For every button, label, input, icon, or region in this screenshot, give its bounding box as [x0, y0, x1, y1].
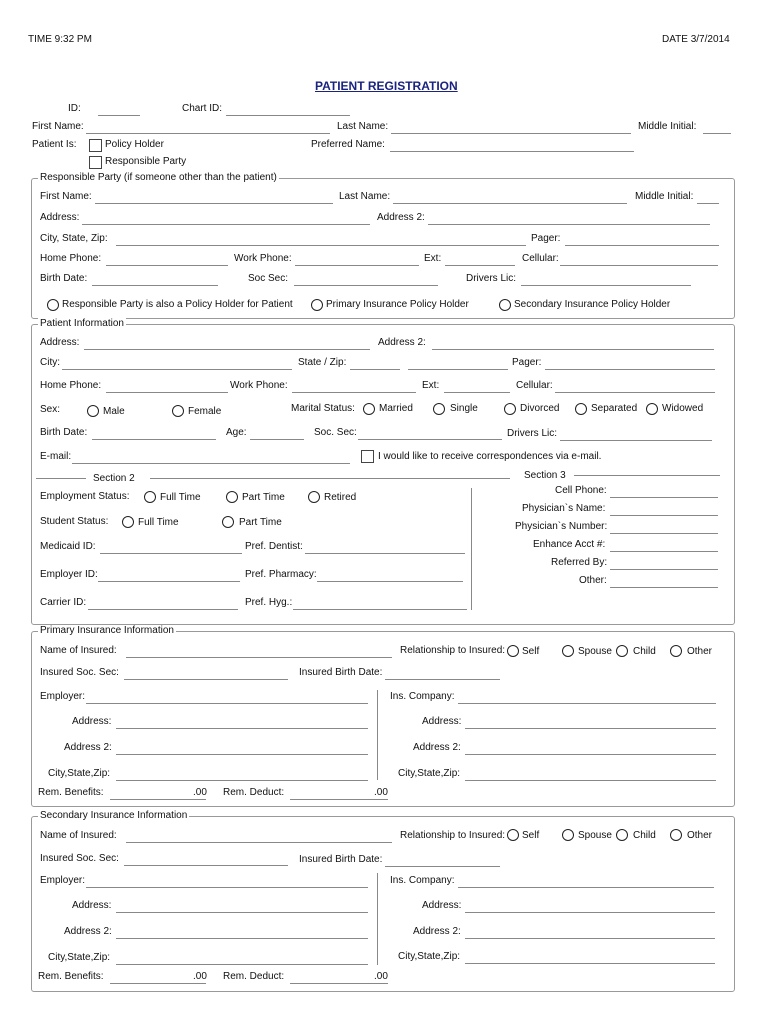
sec-ins-company-label: Ins. Company:: [390, 875, 455, 886]
employment-status-label: Employment Status:: [40, 491, 130, 502]
resp-soc-sec-field[interactable]: [294, 273, 438, 286]
marital-widowed-radio[interactable]: [646, 403, 658, 415]
patient-state-field[interactable]: [350, 357, 400, 370]
employment-part-time-label: Part Time: [242, 492, 285, 503]
student-full-time-radio[interactable]: [122, 516, 134, 528]
patient-home-phone-label: Home Phone:: [40, 380, 102, 391]
resp-address2-label: Address 2:: [377, 212, 425, 223]
resp-drivers-lic-field[interactable]: [521, 273, 691, 286]
physician-number-field[interactable]: [610, 521, 718, 534]
patient-is-label: Patient Is:: [32, 139, 77, 150]
sec-insured-soc-sec-label: Insured Soc. Sec:: [40, 853, 119, 864]
sec-insured-birth-date-label: Insured Birth Date:: [299, 854, 383, 865]
marital-divorced-radio[interactable]: [504, 403, 516, 415]
sec-ins-address2-label: Address 2:: [413, 926, 461, 937]
student-part-time-label: Part Time: [239, 517, 282, 528]
resp-last-name-field[interactable]: [393, 191, 627, 204]
patient-drivers-lic-field[interactable]: [560, 428, 712, 441]
section-divider: [471, 488, 472, 610]
sec-employer-city-label: City,State,Zip:: [48, 952, 111, 963]
sec-rem-benefits-cents: .00: [193, 971, 207, 982]
patient-pager-field[interactable]: [545, 357, 715, 370]
primary-insurance-legend: Primary Insurance Information: [40, 625, 174, 636]
pri-employer-address-field[interactable]: [116, 716, 368, 729]
sec-rem-deduct-cents: .00: [374, 971, 388, 982]
sex-label: Sex:: [40, 404, 61, 415]
resp-secondary-policy-holder-radio[interactable]: [499, 299, 511, 311]
patient-work-phone-label: Work Phone:: [230, 380, 288, 391]
resp-work-phone-label: Work Phone:: [234, 253, 292, 264]
email-opt-in-checkbox[interactable]: [361, 450, 374, 463]
resp-city-state-zip-field[interactable]: [116, 233, 526, 246]
pri-rem-benefits-field[interactable]: [110, 799, 206, 800]
patient-ext-field[interactable]: [444, 380, 510, 393]
carrier-id-label: Carrier ID:: [40, 597, 87, 608]
resp-middle-initial-field[interactable]: [697, 191, 719, 204]
employment-retired-radio[interactable]: [308, 491, 320, 503]
resp-also-policy-holder-radio[interactable]: [47, 299, 59, 311]
middle-initial-label: Middle Initial:: [638, 121, 697, 132]
first-name-label: First Name:: [32, 121, 84, 132]
resp-home-phone-label: Home Phone:: [40, 253, 102, 264]
cell-phone-field[interactable]: [610, 485, 718, 498]
pri-ins-address2-field[interactable]: [465, 742, 716, 755]
medicaid-id-label: Medicaid ID:: [40, 541, 96, 552]
resp-primary-policy-holder-radio[interactable]: [311, 299, 323, 311]
pri-name-of-insured-label: Name of Insured:: [40, 645, 117, 656]
id-label: ID:: [68, 103, 81, 114]
sec-relationship-label: Relationship to Insured:: [400, 830, 506, 841]
sec-name-of-insured-label: Name of Insured:: [40, 830, 117, 841]
sec-ins-address-field[interactable]: [465, 900, 715, 913]
print-time: TIME 9:32 PM: [28, 34, 92, 45]
pri-employer-field[interactable]: [86, 691, 368, 704]
sec-insured-birth-date-field[interactable]: [385, 854, 500, 867]
policy-holder-checkbox[interactable]: [89, 139, 102, 152]
resp-address2-field[interactable]: [428, 212, 710, 225]
patient-address2-label: Address 2:: [378, 337, 426, 348]
patient-drivers-lic-label: Drivers Lic:: [507, 428, 558, 439]
patient-soc-sec-label: Soc. Sec:: [314, 427, 357, 438]
sec-ins-address2-field[interactable]: [465, 926, 715, 939]
pri-rem-benefits-label: Rem. Benefits:: [38, 787, 104, 798]
employment-retired-label: Retired: [324, 492, 357, 503]
pri-insured-soc-sec-field[interactable]: [124, 667, 288, 680]
email-opt-in-label: I would like to receive correspondences via e-mail.: [378, 451, 602, 462]
pri-rel-self-label: Self: [522, 646, 540, 657]
pri-ins-address2-label: Address 2:: [413, 742, 461, 753]
pri-ins-address-label: Address:: [422, 716, 462, 727]
patient-city-label: City:: [40, 357, 60, 368]
pref-pharmacy-field[interactable]: [317, 569, 463, 582]
sec-rel-child-label: Child: [633, 830, 656, 841]
pri-rel-child-radio[interactable]: [616, 645, 628, 657]
marital-separated-label: Separated: [591, 403, 638, 414]
pri-employer-address2-label: Address 2:: [64, 742, 112, 753]
sec-column-divider: [377, 873, 378, 965]
student-full-time-label: Full Time: [138, 517, 179, 528]
employment-full-time-label: Full Time: [160, 492, 201, 503]
resp-first-name-label: First Name:: [40, 191, 92, 202]
resp-cellular-label: Cellular:: [522, 253, 559, 264]
resp-drivers-lic-label: Drivers Lic:: [466, 273, 517, 284]
resp-soc-sec-label: Soc Sec:: [248, 273, 289, 284]
patient-cellular-label: Cellular:: [516, 380, 553, 391]
patient-soc-sec-field[interactable]: [358, 427, 502, 440]
sec-rem-deduct-label: Rem. Deduct:: [223, 971, 285, 982]
patient-home-phone-field[interactable]: [106, 380, 228, 393]
resp-home-phone-field[interactable]: [106, 253, 228, 266]
sec-rel-self-radio[interactable]: [507, 829, 519, 841]
patient-age-label: Age:: [226, 427, 247, 438]
sec-name-of-insured-field[interactable]: [126, 830, 392, 843]
pri-employer-label: Employer:: [40, 691, 86, 702]
other-label: Other:: [579, 575, 607, 586]
patient-state-zip-label: State / Zip:: [298, 357, 347, 368]
pri-employer-address-label: Address:: [72, 716, 112, 727]
carrier-id-field[interactable]: [88, 597, 238, 610]
sec-rel-child-radio[interactable]: [616, 829, 628, 841]
resp-address-label: Address:: [40, 212, 80, 223]
last-name-label: Last Name:: [337, 121, 389, 132]
marital-divorced-label: Divorced: [520, 403, 560, 414]
resp-first-name-field[interactable]: [95, 191, 333, 204]
pri-employer-city-label: City,State,Zip:: [48, 768, 111, 779]
marital-widowed-label: Widowed: [662, 403, 704, 414]
referred-by-field[interactable]: [610, 557, 718, 570]
resp-city-state-zip-label: City, State, Zip:: [40, 233, 108, 244]
physician-name-field[interactable]: [610, 503, 718, 516]
patient-age-field[interactable]: [250, 427, 304, 440]
chart-id-field[interactable]: [226, 103, 350, 116]
pri-rel-spouse-label: Spouse: [578, 646, 612, 657]
section2-rule-right: [150, 478, 510, 479]
section3-title: Section 3: [524, 470, 566, 481]
sec-employer-address-field[interactable]: [116, 900, 368, 913]
physician-number-label: Physician`s Number:: [515, 521, 608, 532]
pref-dentist-field[interactable]: [305, 541, 465, 554]
email-field[interactable]: [72, 451, 350, 464]
pri-ins-city-field[interactable]: [465, 768, 716, 781]
resp-primary-policy-holder-label: Primary Insurance Policy Holder: [326, 299, 469, 310]
employer-id-field[interactable]: [98, 569, 240, 582]
resp-work-phone-field[interactable]: [295, 253, 419, 266]
resp-birth-date-label: Birth Date:: [40, 273, 88, 284]
employment-part-time-radio[interactable]: [226, 491, 238, 503]
section3-rule: [574, 475, 720, 476]
pri-insured-birth-date-field[interactable]: [385, 667, 500, 680]
student-part-time-radio[interactable]: [222, 516, 234, 528]
pri-employer-address2-field[interactable]: [116, 742, 368, 755]
patient-city-field[interactable]: [62, 357, 292, 370]
pri-rel-child-label: Child: [633, 646, 656, 657]
patient-work-phone-field[interactable]: [292, 380, 416, 393]
pri-rem-deduct-cents: .00: [374, 787, 388, 798]
policy-holder-label: Policy Holder: [105, 139, 164, 150]
patient-information-legend: Patient Information: [40, 318, 124, 329]
pri-name-of-insured-field[interactable]: [126, 645, 392, 658]
sec-rel-spouse-label: Spouse: [578, 830, 612, 841]
referred-by-label: Referred By:: [551, 557, 608, 568]
sec-ins-company-field[interactable]: [458, 875, 714, 888]
sec-employer-address2-label: Address 2:: [64, 926, 112, 937]
resp-ext-label: Ext:: [424, 253, 442, 264]
patient-address-label: Address:: [40, 337, 80, 348]
pri-relationship-label: Relationship to Insured:: [400, 645, 506, 656]
resp-last-name-label: Last Name:: [339, 191, 391, 202]
sec-ins-city-field[interactable]: [465, 951, 715, 964]
first-name-field[interactable]: [86, 121, 330, 134]
sec-employer-address-label: Address:: [72, 900, 112, 911]
pri-employer-city-field[interactable]: [116, 768, 368, 781]
resp-birth-date-field[interactable]: [92, 273, 218, 286]
patient-birth-date-label: Birth Date:: [40, 427, 88, 438]
resp-cellular-field[interactable]: [560, 253, 718, 266]
enhance-acct-field[interactable]: [610, 539, 718, 552]
resp-secondary-policy-holder-label: Secondary Insurance Policy Holder: [514, 299, 671, 310]
patient-address-field[interactable]: [84, 337, 370, 350]
sec-employer-address2-field[interactable]: [116, 926, 368, 939]
employment-full-time-radio[interactable]: [144, 491, 156, 503]
pref-pharmacy-label: Pref. Pharmacy:: [245, 569, 317, 580]
id-field[interactable]: [98, 103, 140, 116]
pref-hyg-field[interactable]: [293, 597, 467, 610]
marital-separated-radio[interactable]: [575, 403, 587, 415]
secondary-insurance-legend: Secondary Insurance Information: [40, 810, 188, 821]
sec-rel-other-radio[interactable]: [670, 829, 682, 841]
responsible-party-checkbox[interactable]: [89, 156, 102, 169]
patient-cellular-field[interactable]: [555, 380, 715, 393]
pri-rel-other-radio[interactable]: [670, 645, 682, 657]
pri-rem-deduct-label: Rem. Deduct:: [223, 787, 285, 798]
chart-id-label: Chart ID:: [182, 103, 223, 114]
sec-rem-benefits-label: Rem. Benefits:: [38, 971, 104, 982]
pri-rem-deduct-field[interactable]: [290, 799, 388, 800]
responsible-party-label: Responsible Party: [105, 156, 187, 167]
section2-title: Section 2: [93, 473, 135, 484]
sex-female-label: Female: [188, 406, 222, 417]
patient-birth-date-field[interactable]: [92, 427, 216, 440]
preferred-name-field[interactable]: [390, 139, 634, 152]
resp-middle-initial-label: Middle Initial:: [635, 191, 694, 202]
print-date: DATE 3/7/2014: [662, 34, 730, 45]
patient-ext-label: Ext:: [422, 380, 440, 391]
sec-employer-field[interactable]: [86, 875, 368, 888]
last-name-field[interactable]: [391, 121, 631, 134]
sec-ins-city-label: City,State,Zip:: [398, 951, 461, 962]
pri-ins-company-label: Ins. Company:: [390, 691, 455, 702]
sec-ins-address-label: Address:: [422, 900, 462, 911]
patient-pager-label: Pager:: [512, 357, 542, 368]
sec-employer-label: Employer:: [40, 875, 86, 886]
enhance-acct-label: Enhance Acct #:: [533, 539, 606, 550]
sec-rel-spouse-radio[interactable]: [562, 829, 574, 841]
employer-id-label: Employer ID:: [40, 569, 98, 580]
medicaid-id-field[interactable]: [100, 541, 242, 554]
marital-married-radio[interactable]: [363, 403, 375, 415]
sec-rel-other-label: Other: [687, 830, 713, 841]
physician-name-label: Physician`s Name:: [522, 503, 606, 514]
resp-ext-field[interactable]: [445, 253, 515, 266]
pri-rem-benefits-cents: .00: [193, 787, 207, 798]
sec-rem-benefits-field[interactable]: [110, 983, 206, 984]
pref-hyg-label: Pref. Hyg.:: [245, 597, 293, 608]
student-status-label: Student Status:: [40, 516, 109, 527]
email-label: E-mail:: [40, 451, 72, 462]
sec-rem-deduct-field[interactable]: [290, 983, 388, 984]
sec-employer-city-field[interactable]: [116, 952, 368, 965]
resp-pager-field[interactable]: [565, 233, 719, 246]
pri-insured-birth-date-label: Insured Birth Date:: [299, 667, 383, 678]
sex-male-radio[interactable]: [87, 405, 99, 417]
pri-insured-soc-sec-label: Insured Soc. Sec:: [40, 667, 119, 678]
sex-female-radio[interactable]: [172, 405, 184, 417]
pri-ins-company-field[interactable]: [458, 691, 716, 704]
marital-single-radio[interactable]: [433, 403, 445, 415]
patient-zip-field[interactable]: [408, 357, 508, 370]
marital-status-label: Marital Status:: [291, 403, 355, 414]
pref-dentist-label: Pref. Dentist:: [245, 541, 303, 552]
sec-rel-self-label: Self: [522, 830, 540, 841]
sex-male-label: Male: [103, 406, 125, 417]
pri-rel-other-label: Other: [687, 646, 713, 657]
page-title: PATIENT REGISTRATION: [315, 79, 458, 93]
middle-initial-field[interactable]: [703, 121, 731, 134]
section2-rule-left: [36, 478, 86, 479]
pri-column-divider: [377, 690, 378, 780]
marital-married-label: Married: [379, 403, 413, 414]
resp-also-policy-holder-label: Responsible Party is also a Policy Holder for Patient: [62, 299, 293, 310]
pri-ins-address-field[interactable]: [465, 716, 716, 729]
pri-ins-city-label: City,State,Zip:: [398, 768, 461, 779]
responsible-party-legend: Responsible Party (if someone other than the patient): [40, 172, 277, 183]
preferred-name-label: Preferred Name:: [311, 139, 385, 150]
patient-address2-field[interactable]: [432, 337, 714, 350]
other-field[interactable]: [610, 575, 718, 588]
marital-single-label: Single: [450, 403, 478, 414]
sec-insured-soc-sec-field[interactable]: [124, 853, 288, 866]
cell-phone-label: Cell Phone:: [555, 485, 607, 496]
pri-rel-self-radio[interactable]: [507, 645, 519, 657]
resp-pager-label: Pager:: [531, 233, 561, 244]
pri-rel-spouse-radio[interactable]: [562, 645, 574, 657]
resp-address-field[interactable]: [82, 212, 370, 225]
